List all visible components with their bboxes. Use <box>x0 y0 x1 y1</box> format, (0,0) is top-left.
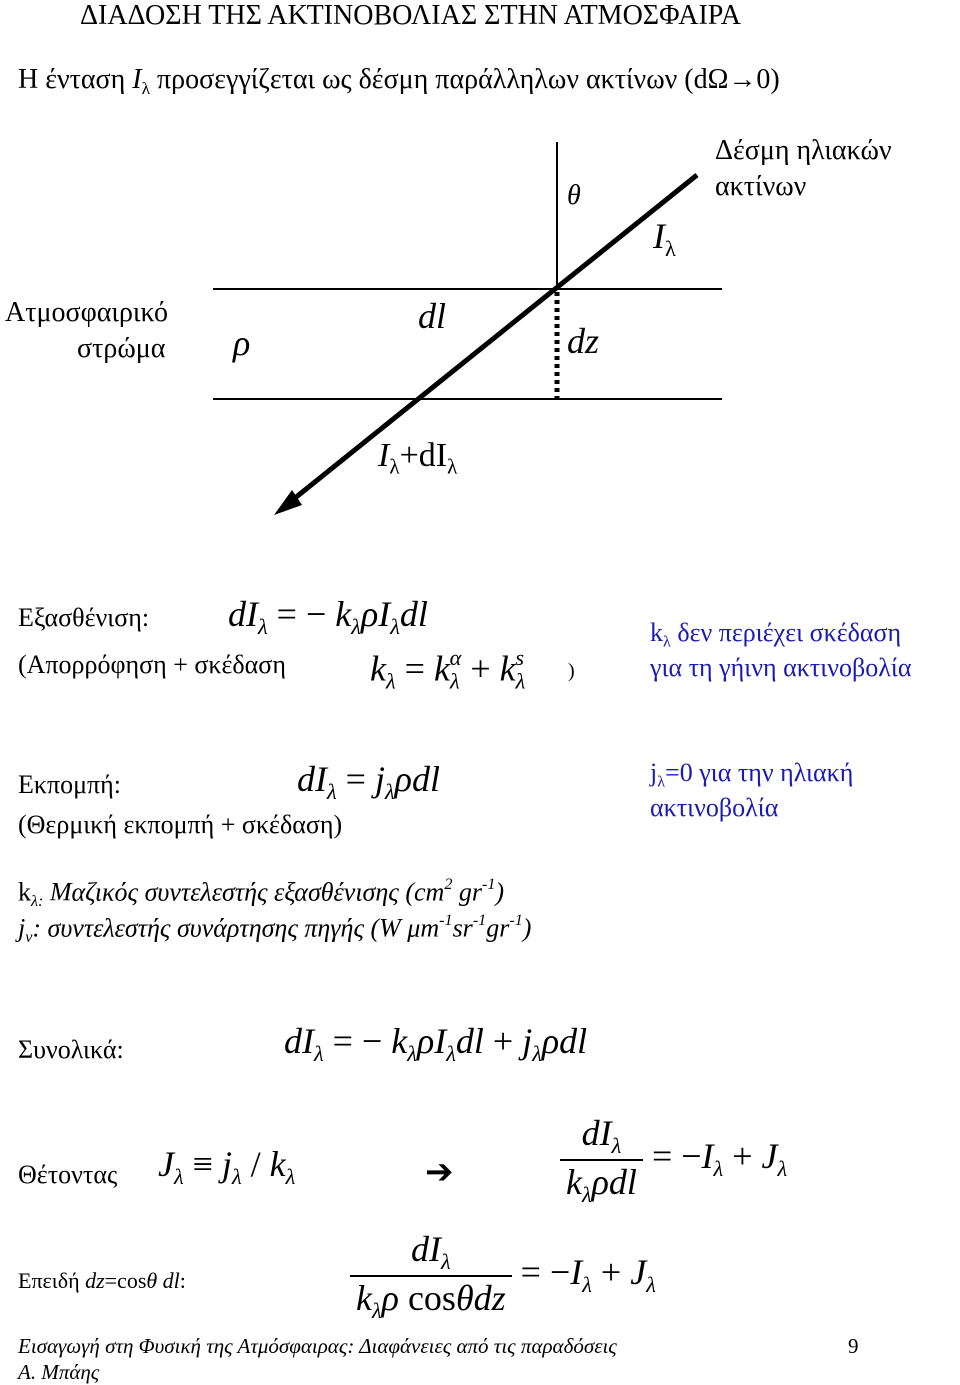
intro-symbol: I <box>132 64 142 95</box>
since-label <box>18 1268 186 1294</box>
beam-label-line2: ακτίνων <box>715 171 807 202</box>
implies-arrow-icon: ➔ <box>425 1154 454 1191</box>
def-k-sub: λ: <box>31 892 44 910</box>
j-note-line2: ακτινοβολία <box>650 793 779 822</box>
def-j-symbol: j <box>18 913 26 943</box>
def-k-exp2: -1 <box>482 876 496 893</box>
theta-label: θ <box>567 180 581 211</box>
emission-sub-label: (Θερμική εκπομπή + σκέδαση) <box>18 810 343 839</box>
def-k-end: ) <box>495 877 505 907</box>
total-equation: $dI_\lambda$ = − $k_\lambda\rho I_\lambda dl + j_\lambda\rho dl$ <box>284 1021 588 1066</box>
def-k-mid: gr <box>452 877 482 907</box>
beam-line <box>290 175 697 502</box>
page-number: 9 <box>848 1334 859 1358</box>
def-j-exp3: -1 <box>509 912 523 929</box>
close-paren: ) <box>568 660 575 682</box>
def-j-text: : συντελεστής συνάρτησης πηγής (W μm <box>32 913 440 943</box>
intro-prefix: Η ένταση <box>18 64 133 95</box>
dz-label: dz <box>567 321 600 361</box>
k-note-line2: για τη γήινη ακτινοβολία <box>650 653 912 682</box>
since-a: Επειδή <box>18 1268 86 1293</box>
outgoing-intensity-label <box>378 437 457 479</box>
intensity-sub: λ <box>665 235 676 261</box>
k-note-sub: λ <box>663 633 671 651</box>
j-note-text: =0 για την ηλιακή <box>665 758 854 787</box>
dl-label: dl <box>418 296 447 336</box>
def-j-end: ) <box>522 913 532 943</box>
layer-label-2: στρώμα <box>77 333 166 364</box>
def-j-exp2: -1 <box>472 912 487 929</box>
def-k-text: Μαζικός συντελεστής εξασθένισης (cm <box>43 877 445 907</box>
out-sub-2: λ <box>447 454 458 479</box>
extinction-equation: $dI_\lambda$ = − $k_\lambda\rho I_\lambda dl$ <box>228 594 428 639</box>
def-j-mid1: sr <box>452 913 473 943</box>
intro-suffix: προσεγγίζεται ως δέσμη παράλληλων ακτίνων (dΩ <box>150 64 729 95</box>
emission-label: Εκπομπή: <box>18 770 121 799</box>
arrow-right-icon: → <box>728 64 757 95</box>
k-note-text: δεν περιέχει σκέδαση <box>670 618 902 647</box>
j-definition <box>18 912 531 947</box>
emission-equation: $dI_\lambda = j_\lambda\rho dl$ <box>297 759 440 804</box>
rte-dl-equation: $\frac{dI_\lambda}{k_\lambda\rho dl}$ = $-I_\lambda + J_\lambda$ <box>560 1112 787 1208</box>
layer-label: Ατμοσφαιρικό <box>5 297 168 328</box>
def-j-mid2: gr <box>486 913 510 943</box>
k-definition <box>18 876 504 911</box>
rte-dz-equation: $\frac{dI_\lambda}{k_\lambda\rho \cos\theta dz}$ = $-I_\lambda + J_\lambda$ <box>350 1228 656 1324</box>
def-k-symbol: k <box>18 877 31 907</box>
setting-label: Θέτοντας <box>18 1160 118 1189</box>
since-e: : <box>179 1268 186 1293</box>
beam-label-line1: Δέσμη ηλιακών <box>715 135 892 166</box>
footer-text: Εισαγωγή στη Φυσική της Ατμόσφαιρας: Διαφάνειες από τις παραδόσεις <box>18 1334 617 1358</box>
intro-end: 0) <box>756 64 780 95</box>
def-j-exp1: -1 <box>439 912 453 929</box>
def-k-exp1: 2 <box>444 876 453 893</box>
intro-symbol-sub: λ <box>141 79 151 99</box>
k-sum-equation: $k_\lambda = k_\lambda^\alpha + k_\lambda^s$ <box>370 645 526 694</box>
j-note-sub: λ <box>657 773 666 791</box>
j-note-symbol: j <box>650 758 658 787</box>
since-b: dz <box>85 1268 105 1293</box>
k-note-line1 <box>650 618 901 652</box>
rho-label: ρ <box>233 323 251 363</box>
footer-author: Α. Μπάης <box>18 1360 100 1384</box>
def-j-sub: ν <box>25 928 33 946</box>
extinction-sub-label: (Απορρόφηση + σκέδαση <box>18 650 286 679</box>
intensity-symbol: I <box>653 216 665 256</box>
since-d: θ dl <box>146 1268 180 1293</box>
page-title: ΔΙΑΔΟΣΗ ΤΗΣ ΑΚΤΙΝΟΒΟΛΙΑΣ ΣΤΗΝ ΑΤΜΟΣΦΑΙΡΑ <box>80 0 742 31</box>
intensity-label <box>653 215 676 262</box>
since-c: =cos <box>104 1268 147 1293</box>
out-plus-dI: +dI <box>399 437 448 474</box>
total-label: Συνολικά: <box>18 1035 124 1064</box>
extinction-label: Εξασθένιση: <box>18 603 150 632</box>
beam-label-2 <box>715 171 806 203</box>
out-symbol: I <box>378 437 390 474</box>
out-sub: λ <box>389 454 400 479</box>
source-function-definition: $J_\lambda \equiv j_\lambda / k_\lambda$ <box>158 1144 296 1189</box>
beam-label <box>715 135 892 167</box>
j-note-line1 <box>650 758 853 792</box>
k-note-symbol: k <box>650 618 663 647</box>
